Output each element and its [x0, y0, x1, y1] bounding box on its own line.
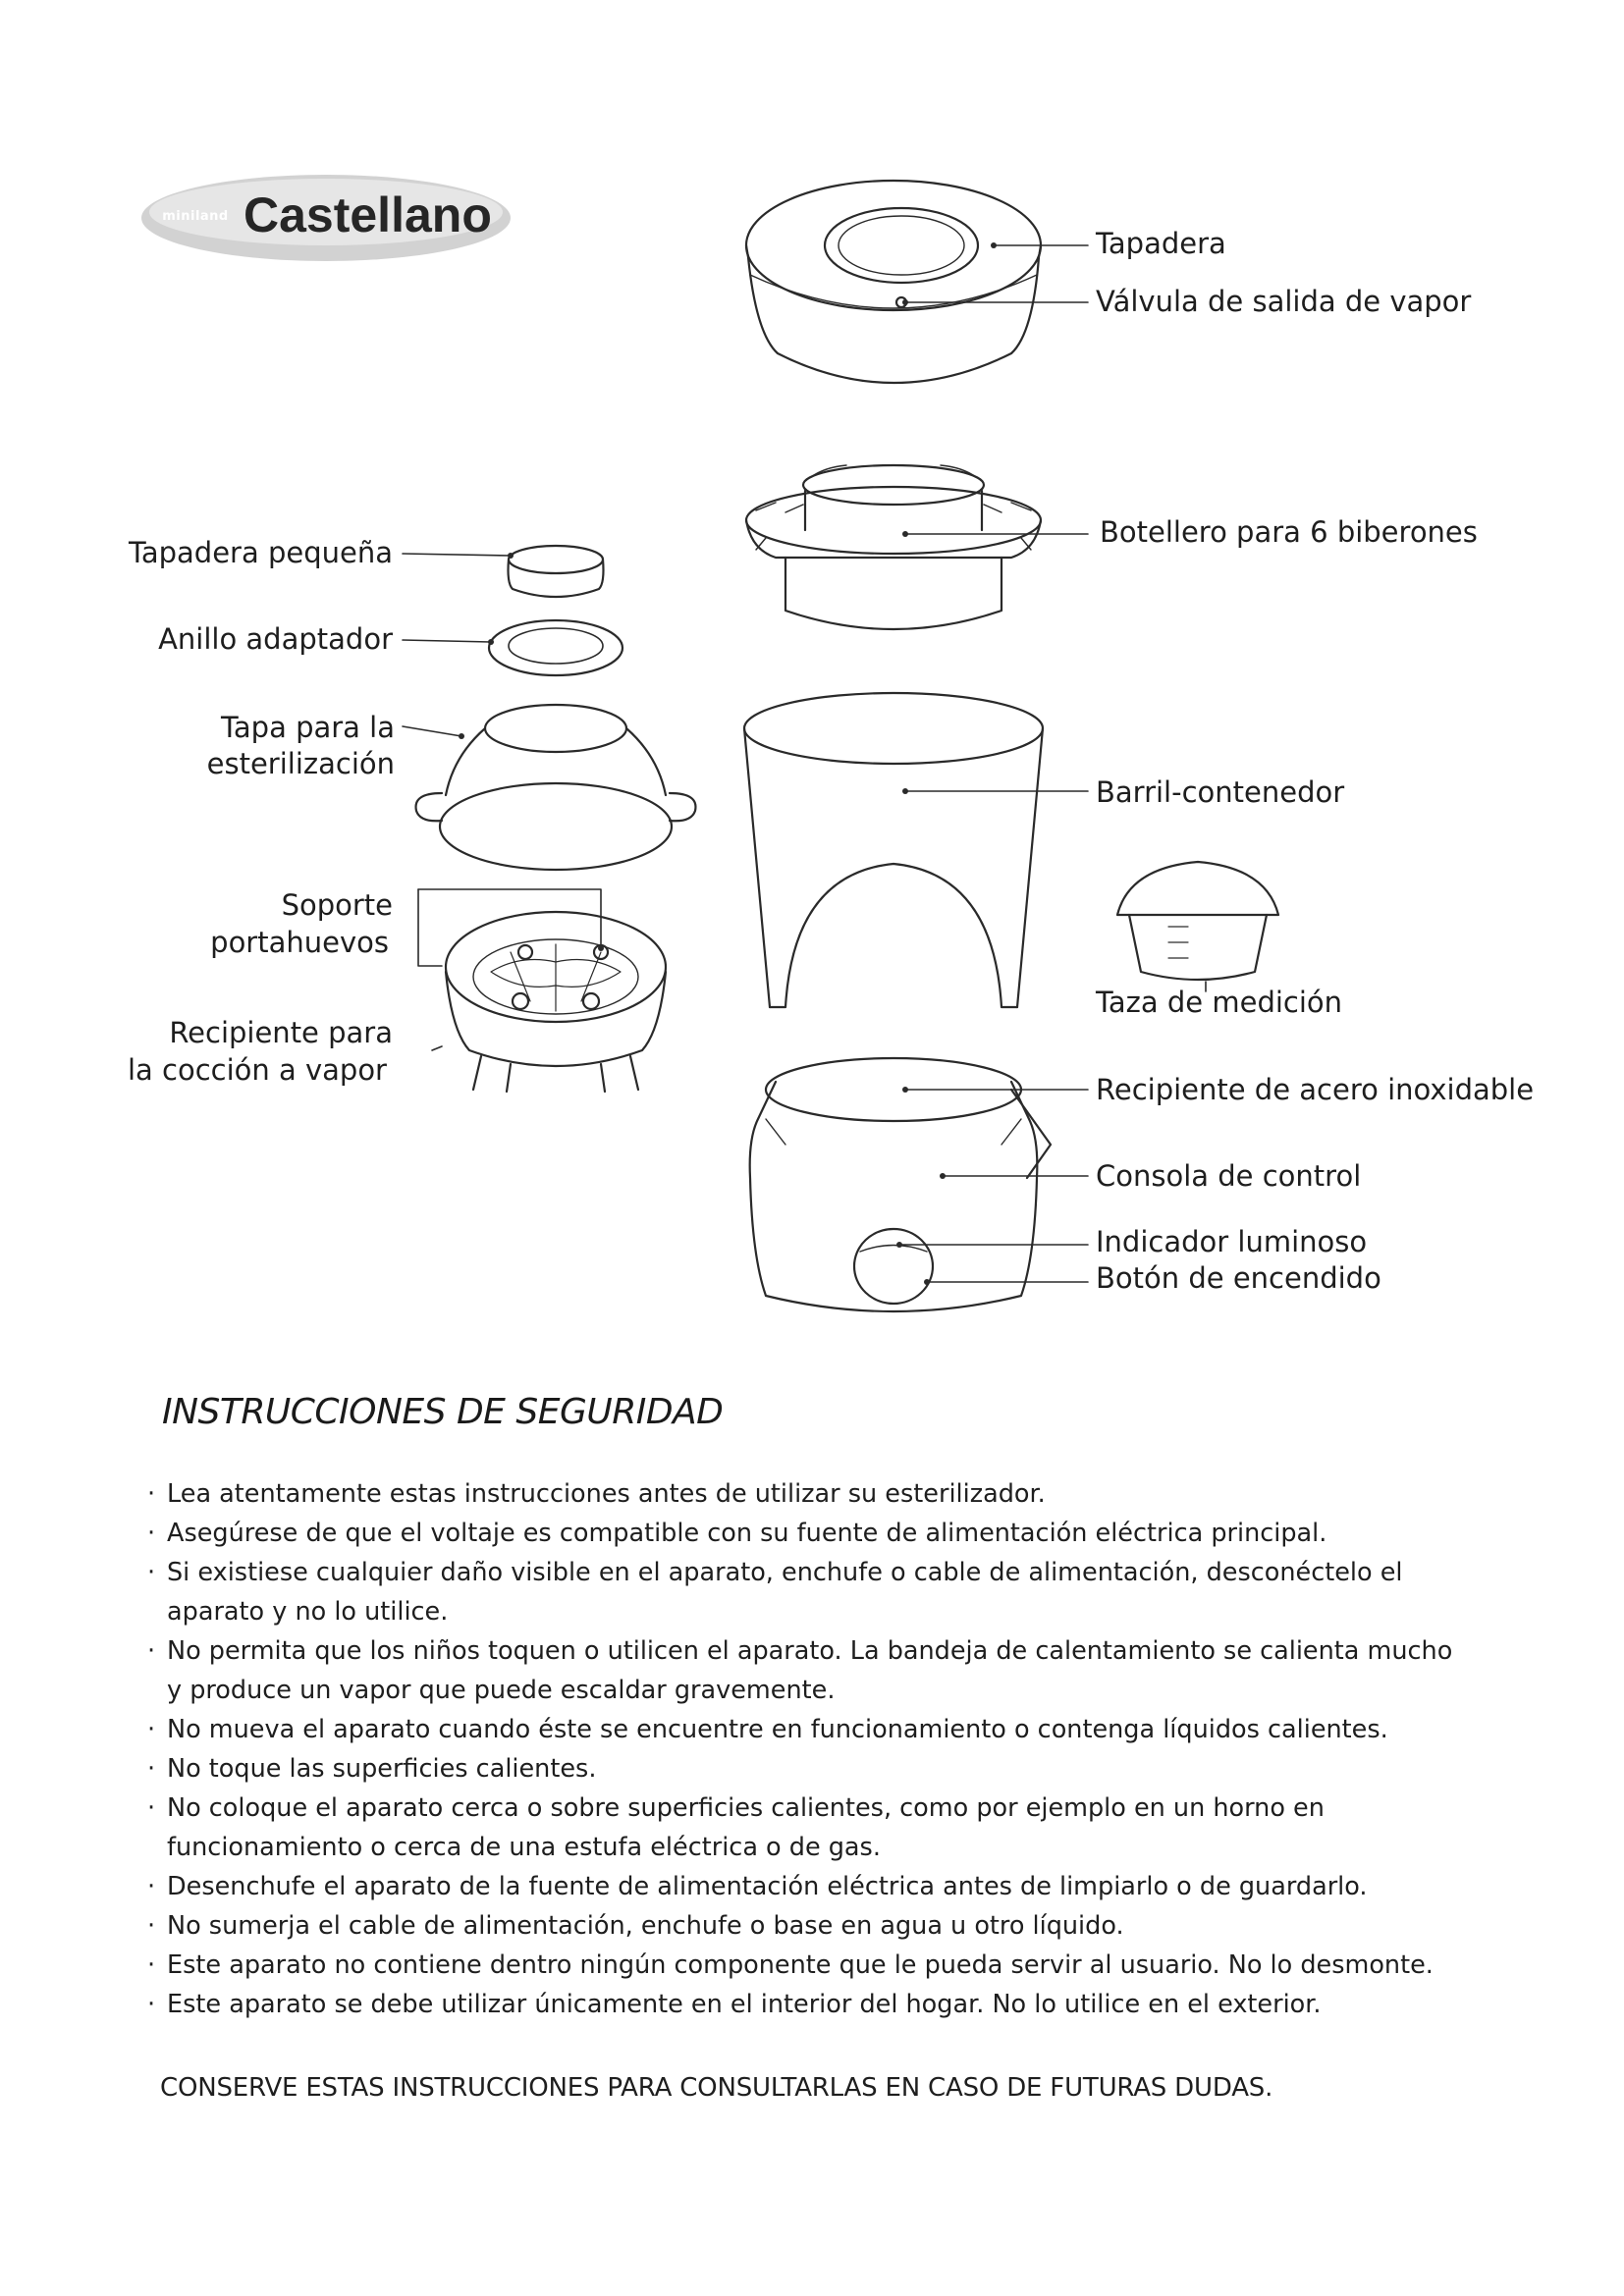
safety-item: · No sumerja el cable de alimentación, enchufe o base en agua u otro líquido. [147, 1911, 1124, 1941]
safety-item: · Lea atentamente estas instrucciones antes de utilizar su esterilizador. [147, 1479, 1046, 1509]
safety-item: · Desenchufe el aparato de la fuente de alimentación eléctrica antes de limpiarlo o de guardarlo. [147, 1872, 1368, 1901]
label-tapa-line1: Tapa para la [220, 711, 395, 744]
safety-item: · Asegúrese de que el voltaje es compatible con su fuente de alimentación eléctrica principal. [147, 1519, 1327, 1548]
label-botellero: Botellero para 6 biberones [1100, 515, 1478, 549]
safety-item: · Si existiese cualquier daño visible en el aparato, enchufe o cable de alimentación, desconéctelo el aparato y no lo utilice. [147, 1558, 1403, 1627]
label-anillo: Anillo adaptador [158, 622, 393, 656]
measuring-cup-drawing [1117, 862, 1278, 980]
label-boton: Botón de encendido [1096, 1261, 1381, 1295]
language-title: Castellano [244, 187, 492, 242]
lid-drawing [746, 181, 1041, 383]
adapter-ring-drawing [489, 620, 623, 675]
brand-logo: miniland [162, 209, 229, 224]
label-soporte-line2: portahuevos [210, 926, 389, 959]
safety-item: · No mueva el aparato cuando éste se encuentre en funcionamiento o contenga líquidos calientes. [147, 1715, 1388, 1744]
label-barril: Barril-contenedor [1096, 775, 1345, 809]
safety-item: · No toque las superficies calientes. [147, 1754, 597, 1784]
safety-item: · No coloque el aparato cerca o sobre superficies calientes, como por ejemplo en un horno en funcionamiento o cerca de una estufa eléctrica o de gas. [147, 1793, 1325, 1862]
label-indicador: Indicador luminoso [1096, 1225, 1368, 1258]
label-tapadera: Tapadera [1096, 227, 1226, 260]
bottle-rack-drawing [746, 465, 1041, 629]
leader-lines-right [899, 245, 1206, 1282]
label-valvula: Válvula de salida de vapor [1096, 285, 1472, 318]
leader-lines-left [403, 554, 601, 1050]
safety-list [147, 1474, 1522, 2024]
label-soporte-line1: Soporte [281, 888, 393, 922]
safety-item: · Este aparato no contiene dentro ningún componente que le pueda servir al usuario. No lo desmonte. [147, 1950, 1434, 1980]
barrel-drawing [744, 693, 1043, 1007]
label-recipiente-line2: la cocción a vapor [127, 1053, 387, 1087]
label-taza: Taza de medición [1096, 986, 1343, 1019]
label-recipiente-acero: Recipiente de acero inoxidable [1096, 1073, 1535, 1106]
safety-item: · No permita que los niños toquen o utilicen el aparato. La bandeja de calentamiento se calienta mucho y produce un vapor que puede escaldar gravemente. [147, 1636, 1453, 1705]
safety-footer: CONSERVE ESTAS INSTRUCCIONES PARA CONSULTARLAS EN CASO DE FUTURAS DUDAS. [160, 2073, 1273, 2103]
label-recipiente-line1: Recipiente para [169, 1016, 393, 1049]
label-tapa-line2: esterilización [206, 747, 395, 780]
sterilization-lid-drawing [416, 705, 696, 870]
safety-item: · Este aparato se debe utilizar únicamente en el interior del hogar. No lo utilice en el exterior. [147, 1990, 1322, 2019]
base-console-drawing [750, 1058, 1051, 1311]
safety-title: INSTRUCCIONES DE SEGURIDAD [162, 1392, 724, 1432]
label-tapadera-pequena: Tapadera pequeña [128, 536, 393, 569]
steam-tray-drawing [446, 912, 666, 1092]
label-consola: Consola de control [1096, 1159, 1362, 1193]
small-lid-drawing [509, 546, 604, 597]
